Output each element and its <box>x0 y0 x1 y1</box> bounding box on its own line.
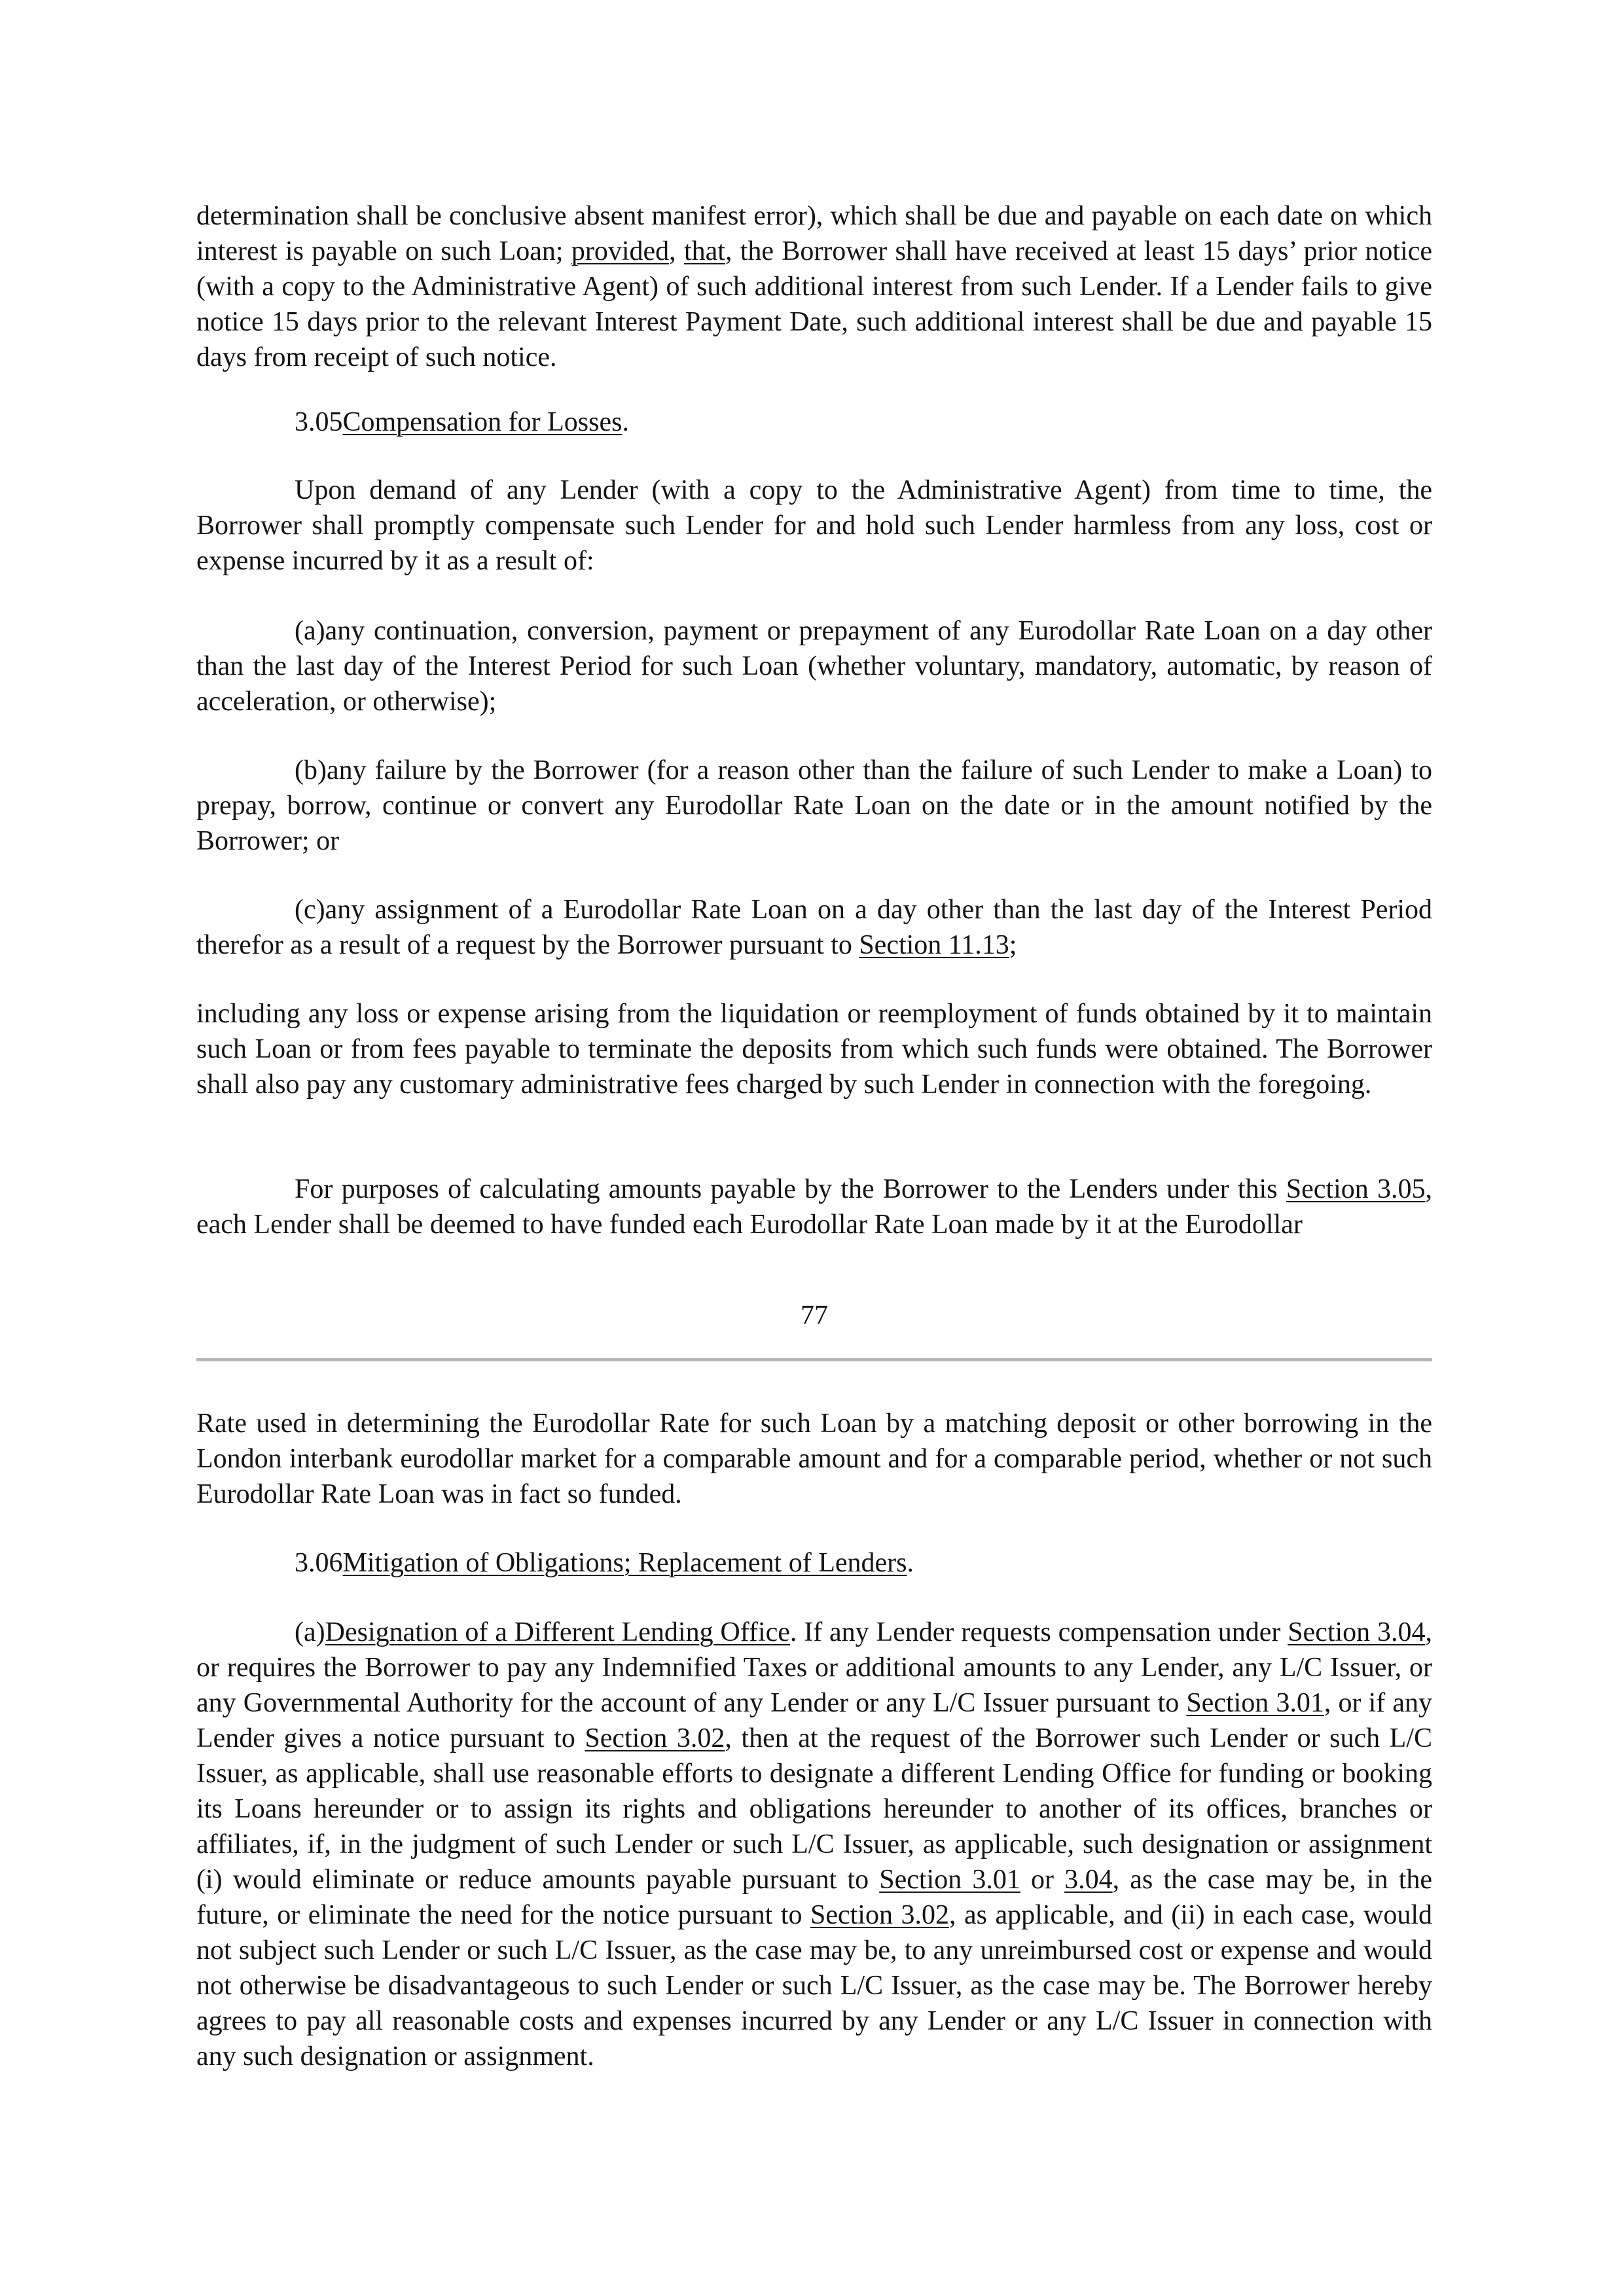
clause-b: (b)any failure by the Borrower (for a reason other than the failure of such Lender to make a Loan) to prepay, borrow, continue or convert any Eurodollar Rate Loan on the date or in the amount notified by the Borrower; or <box>196 755 1432 856</box>
provided-term: provided <box>571 236 670 266</box>
clause-a: (a)any continuation, conversion, payment or prepayment of any Eurodollar Rate Loan on a day other than the last day of the Interest Period for such Loan (whether voluntary, mandatory, automatic, by reason of acceleration, or otherwise); <box>196 616 1432 717</box>
section-heading-3-06: 3.06Mitigation of Obligations; Replacement of Lenders. <box>295 1548 914 1578</box>
paragraph-including-loss: including any loss or expense arising from the liquidation or reemployment of funds obtained by it to maintain such Loan or from fees payable to terminate the deposits from which such funds were obtained. The Borrower shall also pay any customary administrative fees charged by such Lender in connection with the foregoing. <box>196 999 1432 1100</box>
section-title-compensation: Compensation for Losses <box>342 407 623 437</box>
paragraph-rate-used: Rate used in determining the Eurodollar Rate for such Loan by a matching deposit or other borrowing in the London interbank eurodollar market for a comparable amount and for a comparable period, whether or not such Eurodollar Rate Loan was in fact so funded. <box>196 1408 1432 1509</box>
page-number: 77 <box>801 1300 828 1331</box>
section-3-01-ref: Section 3.01 <box>1186 1688 1324 1718</box>
section-3-01-ref: Section 3.01 <box>879 1865 1020 1895</box>
section-3-04-ref: 3.04 <box>1064 1865 1113 1895</box>
paragraph-interest-notice: determination shall be conclusive absent manifest error), which shall be due and payable on each date on which interest is payable on such Loan; provided, that, the Borrower shall have received at least 15 days’ prior notice (with a copy to the Administrative Agent) of such additional interest from such Lender. If a Lender fails to give notice 15 days prior to the relevant Interest Payment Date, such additional interest shall be due and payable 15 days from receipt of such notice. <box>196 201 1433 372</box>
section-heading-3-05: 3.05Compensation for Losses. <box>295 407 629 437</box>
that-term: that <box>683 236 725 266</box>
page-separator <box>196 1358 1432 1361</box>
paragraph-upon-demand: Upon demand of any Lender (with a copy to the Administrative Agent) from time to time, the Borrower shall promptly compensate such Lender for and hold such Lender harmless from any loss, cost or expense incurred by it as a result of: <box>196 475 1432 576</box>
designation-heading: Designation of a Different Lending Office <box>325 1617 790 1647</box>
paragraph-for-purposes: For purposes of calculating amounts payable by the Borrower to the Lenders under this Section 3.05, each Lender shall be deemed to have funded each Eurodollar Rate Loan made by it at the Eurodollar <box>196 1174 1433 1240</box>
section-3-04-ref: Section 3.04 <box>1288 1617 1426 1647</box>
section-3-02-ref: Section 3.02 <box>810 1900 949 1930</box>
section-3-02-ref: Section 3.02 <box>585 1723 725 1753</box>
section-title-mitigation: Mitigation of Obligations; Replacement of Lenders <box>342 1548 907 1578</box>
clause-designation: (a)Designation of a Different Lending Office. If any Lender requests compensation under Section 3.04, or requires the Borrower to pay any Indemnified Taxes or additional amounts to any Lender, any L/C Issuer, or any Governmental Authority for the account of any Lender or any L/C Issuer pursuant to Section 3.01, or if any Lender gives a notice pursuant to Section 3.02, then at the request of the Borrower such Lender or such L/C Issuer, as applicable, shall use reasonable efforts to designate a different Lending Office for funding or booking its Loans hereunder or to assign its rights and obligations hereunder to another of its offices, branches or affiliates, if, in the judgment of such Lender or such L/C Issuer, as applicable, such designation or assignment (i) would eliminate or reduce amounts payable pursuant to Section 3.01 or 3.04, as the case may be, in the future, or eliminate the need for the notice pursuant to Section 3.02, as applicable, and (ii) in each case, would not subject such Lender or such L/C Issuer, as the case may be, to any unreimbursed cost or expense and would not otherwise be disadvantageous to such Lender or such L/C Issuer, as the case may be. The Borrower hereby agrees to pay all reasonable costs and expenses incurred by any Lender or any L/C Issuer in connection with any such designation or assignment. <box>196 1617 1433 2072</box>
clause-c: (c)any assignment of a Eurodollar Rate Loan on a day other than the last day of the Interest Period therefor as a result of a request by the Borrower pursuant to Section 11.13; <box>196 895 1432 960</box>
section-11-13-ref: Section 11.13 <box>859 930 1009 960</box>
section-3-05-ref: Section 3.05 <box>1286 1174 1426 1204</box>
